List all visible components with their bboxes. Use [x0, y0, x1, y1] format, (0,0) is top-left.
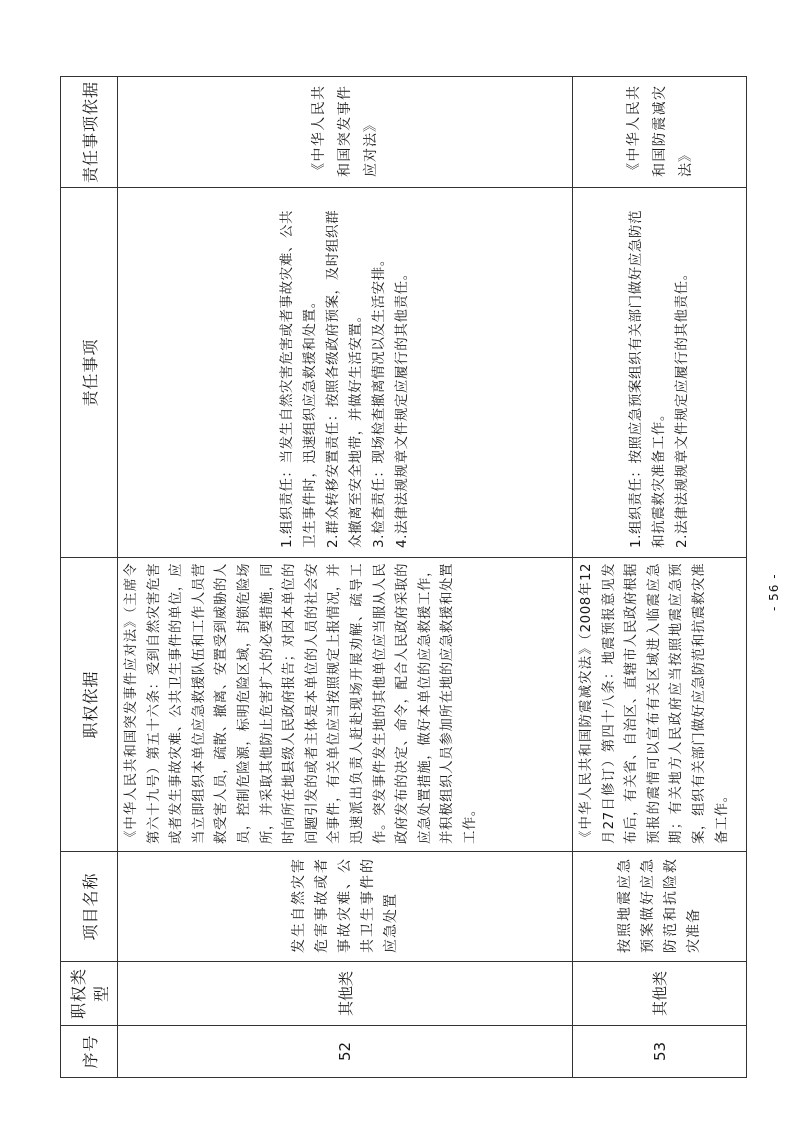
responsibility-item: 3.检查责任：现场检查撤离情况以及生活安排。 — [371, 252, 387, 548]
header-responsibility: 责任事项 — [61, 188, 118, 558]
responsibility-item: 2.群众转移安置责任：按照各级政府预案，及时组织群众撤离至安全地带，并做好生活安置。 — [325, 209, 364, 548]
cell-law: 《中华人民共和国突发事件应对法》 — [118, 77, 573, 188]
header-name: 项目名称 — [61, 852, 118, 962]
responsibility-table — [60, 76, 747, 1078]
cell-type: 其他类 — [118, 962, 573, 1026]
cell-responsibility — [118, 188, 573, 558]
responsibility-item: 1.组织责任：按照应急预案组织有关部门做好应急防范和抗震救灾准备工作。 — [628, 209, 667, 548]
cell-seq: 53 — [573, 1026, 747, 1078]
responsibility-item: 2.法律法规规章文件规定应履行的其他责任。 — [674, 266, 690, 548]
cell-type: 其他类 — [573, 962, 747, 1026]
cell-basis: 《中华人民共和国突发事件应对法》（主席令第六十九号）第五十六条：受到自然灾害危害或者发生事故灾难、公共卫生事件的单位，应当立即组织本单位应急救援队伍和工作人员营救受害人员，疏散、撤离、安置受到威胁的人员，控制危险源，标明危险区域，封锁危险场所，并采取其他防止危害扩大的必要措施，同时向所在地县级人民政府报告；对因本单位的问题引发的或者主体是本单位的人员的社会安全事件，有关单位应当按照规定上报情况，并迅速派出负责人赶赴现场开展劝解、疏导工作。突发事件发生地的其他单位应当服从人民政府发布的决定、命令，配合人民政府采取的应急处置措施，做好本单位的应急救援工作，并积极组织人员参加所在地的应急救援和处置工作。 — [118, 558, 573, 852]
page-number: - 56 - — [767, 573, 781, 611]
responsibility-item: 4.法律法规规章文件规定应履行的其他责任。 — [394, 266, 410, 548]
table-header-row — [61, 77, 118, 1078]
table-row — [573, 77, 747, 1078]
cell-basis: 《中华人民共和国防震减灾法》（2008年12月27日修订）第四十八条：地震预报意见发布后，有关省、自治区、直辖市人民政府根据预报的震情可以宣布有关区域进入临震应急期；有关地方人民政府应当按照地震应急预案，组织有关部门做好应急防范和抗震救灾准备工作。 — [573, 558, 747, 852]
cell-seq: 52 — [118, 1026, 573, 1078]
cell-name: 发生自然灾害危害事故或者事故灾难、公共卫生事件的应急处置 — [118, 852, 573, 962]
cell-law: 《中华人民共和国防震减灾法》 — [573, 77, 747, 188]
header-seq: 序号 — [61, 1026, 118, 1078]
cell-name: 按照地震应急预案做好应急防范和抗险救灾准备 — [573, 852, 747, 962]
table-row — [118, 77, 573, 1078]
responsibility-item: 1.组织责任：当发生自然灾害危害或者事故灾难、公共卫生事件时，迅速组织应急救援和处置。 — [279, 209, 318, 548]
header-law: 责任事项依据 — [61, 77, 118, 188]
header-type: 职权类型 — [61, 962, 118, 1026]
cell-responsibility — [573, 188, 747, 558]
header-basis: 职权依据 — [61, 558, 118, 852]
